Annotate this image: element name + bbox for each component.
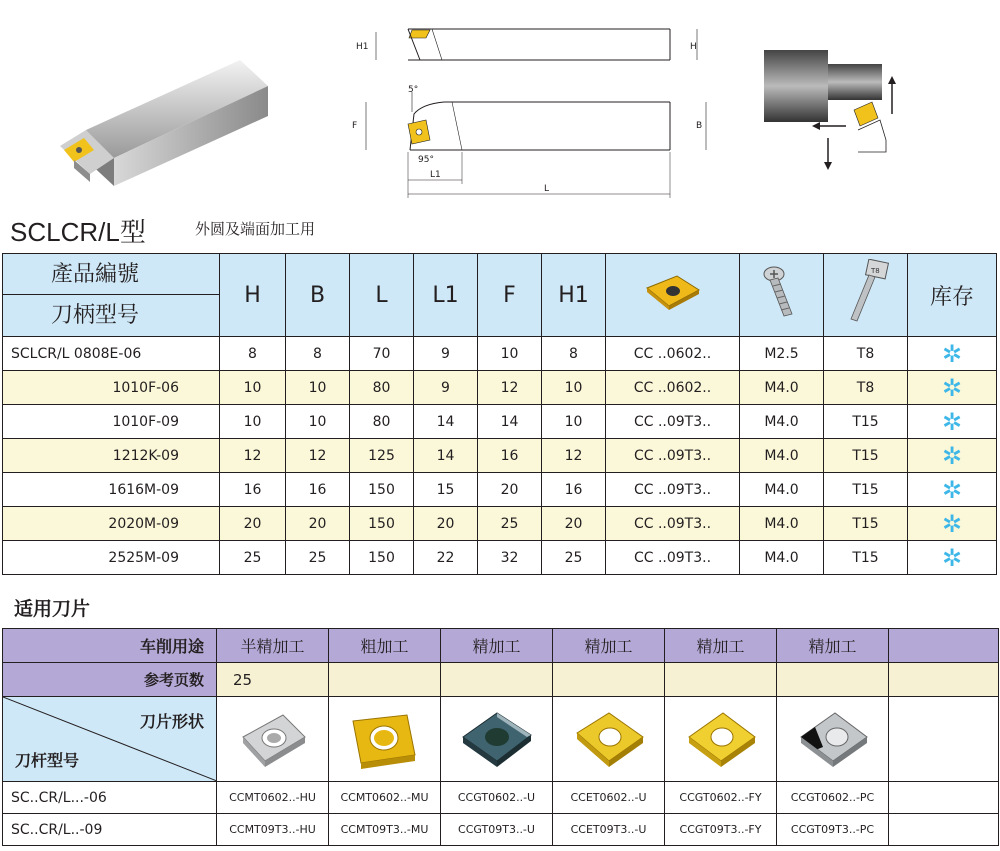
l1-cell: 20	[414, 507, 478, 541]
wrench-cell: T8	[824, 371, 908, 405]
insert-cell: CC ..0602..	[606, 371, 740, 405]
l1-cell: 14	[414, 405, 478, 439]
table-row	[3, 507, 997, 541]
model-header-top: 產品編號	[3, 254, 219, 295]
inserts-table	[2, 628, 999, 846]
insert-code-row	[3, 814, 999, 846]
insert-code-cell: CCGT0602..-FY	[665, 782, 777, 814]
f-cell: 12	[478, 371, 542, 405]
page-ref-empty	[441, 663, 553, 697]
insert-icon	[643, 272, 703, 312]
model-cell: 2020M-09	[3, 507, 220, 541]
h-cell: 25	[220, 541, 286, 575]
torx-wrench-icon	[841, 259, 891, 325]
page-title: SCLCR/L型	[10, 217, 146, 247]
l1-cell: 15	[414, 473, 478, 507]
drawings-area	[0, 0, 1000, 205]
b-cell: 8	[286, 337, 350, 371]
holder-cell: SC..CR/L..-09	[3, 814, 217, 846]
h-cell: 8	[220, 337, 286, 371]
page-ref-empty	[777, 663, 889, 697]
b-cell: 10	[286, 371, 350, 405]
insert-cell: CC ..09T3..	[606, 473, 740, 507]
stock-cell	[908, 473, 997, 507]
stock-cell	[908, 405, 997, 439]
insert-code-cell: CCMT0602..-HU	[217, 782, 329, 814]
dim-h1-label: H1	[356, 42, 369, 52]
model-header-bottom: 刀柄型号	[51, 303, 140, 328]
table-row	[3, 371, 997, 405]
model-cell: 2525M-09	[3, 541, 220, 575]
col-header-h1: H1	[542, 254, 606, 337]
insert-code-cell: CCMT09T3..-HU	[217, 814, 329, 846]
l-cell: 80	[350, 371, 414, 405]
page-ref-empty	[329, 663, 441, 697]
usage-cell: 精加工	[441, 629, 553, 663]
wrench-cell: T15	[824, 507, 908, 541]
page-ref-row	[3, 663, 999, 697]
holder-label: 刀杆型号	[15, 751, 80, 770]
technical-drawing	[352, 2, 712, 202]
col-header-h: H	[220, 254, 286, 337]
dim-f-label: F	[352, 121, 358, 131]
f-cell: 16	[478, 439, 542, 473]
dim-b-label: B	[696, 121, 703, 131]
shape-empty	[889, 697, 999, 782]
table-row	[3, 439, 997, 473]
l-cell: 125	[350, 439, 414, 473]
h1-cell: 10	[542, 371, 606, 405]
insert-image-cell	[777, 697, 889, 782]
usage-cell: 精加工	[777, 629, 889, 663]
insert-image-cell	[665, 697, 777, 782]
table-row	[3, 405, 997, 439]
l-cell: 70	[350, 337, 414, 371]
stock-cell	[908, 541, 997, 575]
stock-available-icon: ✲	[941, 509, 963, 538]
screw-header	[740, 254, 824, 337]
screw-cell: M4.0	[740, 473, 824, 507]
shape-holder-header	[3, 697, 217, 782]
inserts-section-title: 适用刀片	[14, 598, 91, 620]
b-cell: 25	[286, 541, 350, 575]
h1-cell: 25	[542, 541, 606, 575]
gold-insert-icon	[569, 707, 649, 771]
col-header-f: F	[478, 254, 542, 337]
insert-cell: CC ..0602..	[606, 337, 740, 371]
table-row	[3, 337, 997, 371]
model-cell: 1010F-09	[3, 405, 220, 439]
insert-code-cell: CCET0602..-U	[553, 782, 665, 814]
page-subtitle: 外圆及端面加工用	[195, 220, 316, 238]
insert-code-cell: CCET09T3..-U	[553, 814, 665, 846]
dim-95deg-label: 95°	[418, 155, 434, 165]
f-cell: 10	[478, 337, 542, 371]
stock-available-icon: ✲	[941, 441, 963, 470]
f-cell: 25	[478, 507, 542, 541]
screw-cell: M4.0	[740, 507, 824, 541]
usage-label: 车削用途	[3, 629, 217, 663]
wrench-header	[824, 254, 908, 337]
h-cell: 10	[220, 405, 286, 439]
table-row	[3, 473, 997, 507]
pcd-insert-icon	[793, 707, 873, 771]
l1-cell: 22	[414, 541, 478, 575]
b-cell: 20	[286, 507, 350, 541]
insert-image-cell	[553, 697, 665, 782]
page-ref-empty	[665, 663, 777, 697]
usage-cell-empty	[889, 629, 999, 663]
wrench-cell: T15	[824, 473, 908, 507]
machining-diagram	[762, 42, 912, 172]
shape-label: 刀片形状	[139, 712, 204, 731]
insert-header	[606, 254, 740, 337]
silver-insert-icon	[233, 707, 313, 771]
insert-code-cell: CCMT0602..-MU	[329, 782, 441, 814]
f-cell: 14	[478, 405, 542, 439]
wrench-cell: T8	[824, 337, 908, 371]
model-cell: 1616M-09	[3, 473, 220, 507]
h1-cell: 20	[542, 507, 606, 541]
f-cell: 32	[478, 541, 542, 575]
h-cell: 12	[220, 439, 286, 473]
table-row	[3, 541, 997, 575]
h-cell: 10	[220, 371, 286, 405]
insert-code-cell: CCGT0602..-PC	[777, 782, 889, 814]
shape-row	[3, 697, 999, 782]
h1-cell: 16	[542, 473, 606, 507]
usage-row	[3, 629, 999, 663]
l-cell: 150	[350, 473, 414, 507]
b-cell: 10	[286, 405, 350, 439]
screw-cell: M2.5	[740, 337, 824, 371]
tool-holder-3d-image	[50, 40, 280, 190]
stock-cell	[908, 371, 997, 405]
insert-cell: CC ..09T3..	[606, 507, 740, 541]
stock-available-icon: ✲	[941, 339, 963, 368]
col-header-l1: L1	[414, 254, 478, 337]
screw-cell: M4.0	[740, 541, 824, 575]
screw-cell: M4.0	[740, 405, 824, 439]
insert-image-cell	[217, 697, 329, 782]
model-cell: 1212K-09	[3, 439, 220, 473]
insert-image-cell	[441, 697, 553, 782]
h1-cell: 8	[542, 337, 606, 371]
l1-cell: 9	[414, 371, 478, 405]
stock-available-icon: ✲	[941, 475, 963, 504]
b-cell: 12	[286, 439, 350, 473]
insert-cell: CC ..09T3..	[606, 439, 740, 473]
insert-code-cell: CCGT09T3..-FY	[665, 814, 777, 846]
page-ref-value: 25	[217, 663, 329, 697]
screw-icon	[762, 264, 802, 320]
svg-text:T8: T8	[870, 267, 880, 275]
col-header-b: B	[286, 254, 350, 337]
wrench-cell: T15	[824, 541, 908, 575]
dim-h-label: H	[690, 42, 697, 52]
b-cell: 16	[286, 473, 350, 507]
insert-image-cell	[329, 697, 441, 782]
dim-l-label: L	[544, 184, 550, 194]
gold-insert-icon	[345, 707, 425, 771]
l-cell: 80	[350, 405, 414, 439]
wrench-cell: T15	[824, 405, 908, 439]
screw-cell: M4.0	[740, 371, 824, 405]
f-cell: 20	[478, 473, 542, 507]
insert-code-cell: CCGT09T3..-PC	[777, 814, 889, 846]
dark-coated-insert-icon	[457, 707, 537, 771]
col-header-l: L	[350, 254, 414, 337]
l1-cell: 14	[414, 439, 478, 473]
l1-cell: 9	[414, 337, 478, 371]
holder-cell: SC..CR/L...-06	[3, 782, 217, 814]
insert-code-cell: CCGT09T3..-U	[441, 814, 553, 846]
insert-cell: CC ..09T3..	[606, 541, 740, 575]
screw-cell: M4.0	[740, 439, 824, 473]
h1-cell: 10	[542, 405, 606, 439]
stock-cell	[908, 507, 997, 541]
stock-cell	[908, 439, 997, 473]
insert-code-cell: CCMT09T3..-MU	[329, 814, 441, 846]
page-ref-empty	[553, 663, 665, 697]
model-cell: SCLCR/L 0808E-06	[3, 337, 220, 371]
h1-cell: 12	[542, 439, 606, 473]
usage-cell: 精加工	[665, 629, 777, 663]
gold-insert-icon	[681, 707, 761, 771]
holder-spec-table	[2, 253, 997, 575]
usage-cell: 精加工	[553, 629, 665, 663]
stock-header: 库存	[908, 254, 997, 337]
l-cell: 150	[350, 541, 414, 575]
stock-cell	[908, 337, 997, 371]
insert-code-cell: CCGT0602..-U	[441, 782, 553, 814]
insert-code-row	[3, 782, 999, 814]
insert-code-empty	[889, 782, 999, 814]
wrench-cell: T15	[824, 439, 908, 473]
dim-5deg-label: 5°	[408, 85, 419, 95]
model-cell: 1010F-06	[3, 371, 220, 405]
stock-available-icon: ✲	[941, 407, 963, 436]
stock-available-icon: ✲	[941, 373, 963, 402]
l-cell: 150	[350, 507, 414, 541]
insert-cell: CC ..09T3..	[606, 405, 740, 439]
insert-code-empty	[889, 814, 999, 846]
h-cell: 16	[220, 473, 286, 507]
page-label: 参考页数	[3, 663, 217, 697]
model-header	[3, 254, 220, 337]
stock-available-icon: ✲	[941, 543, 963, 572]
usage-cell: 半精加工	[217, 629, 329, 663]
usage-cell: 粗加工	[329, 629, 441, 663]
h-cell: 20	[220, 507, 286, 541]
dim-l1-label: L1	[430, 170, 441, 180]
page-ref-empty	[889, 663, 999, 697]
